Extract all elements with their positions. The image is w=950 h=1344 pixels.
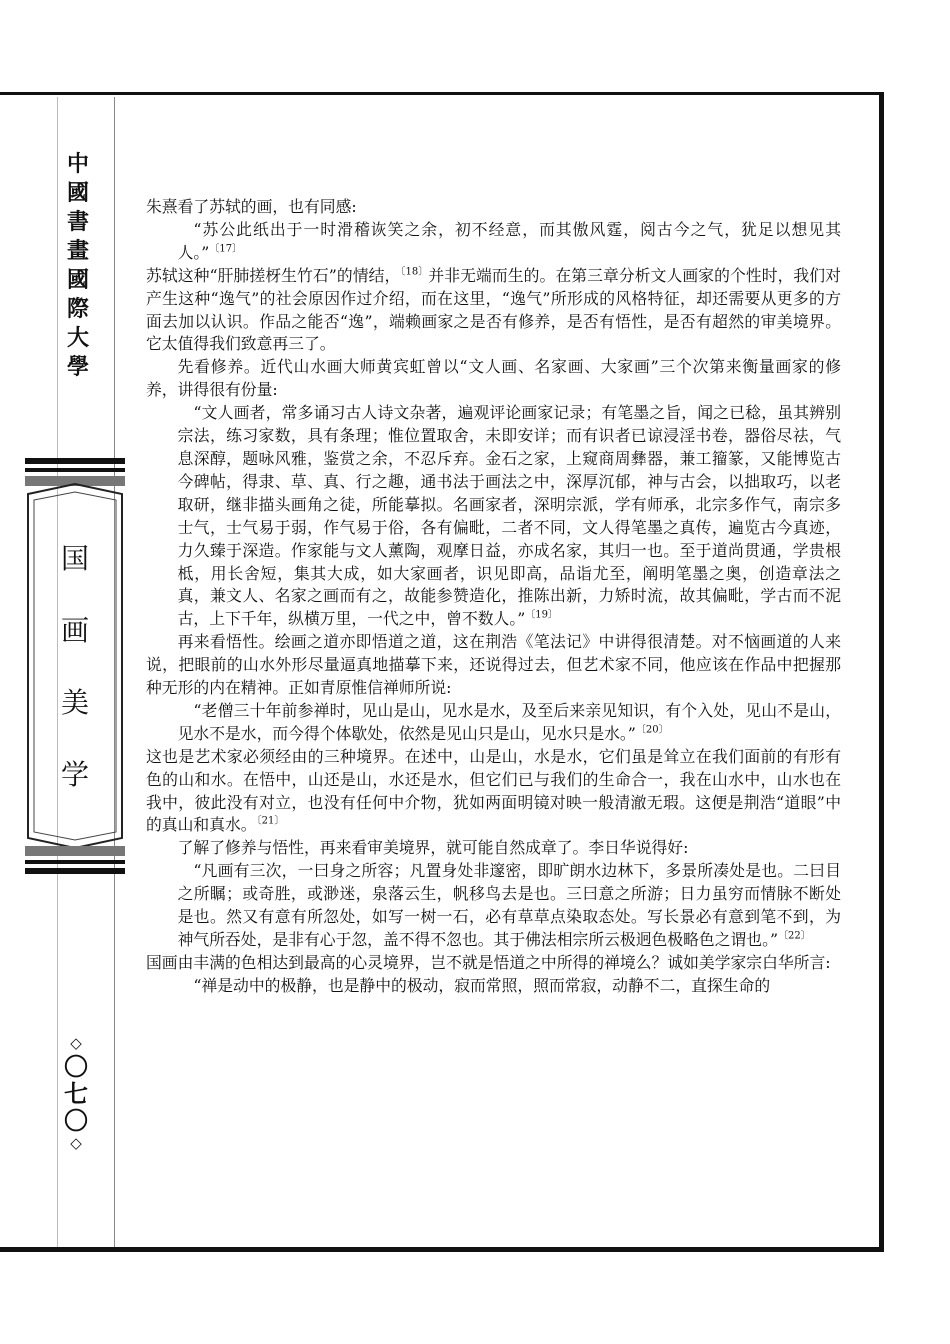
paragraph-text: 国画由丰满的色相达到最高的心灵境界，岂不就是悟道之中所得的禅境么？诚如美学家宗白华所言: bbox=[146, 952, 831, 972]
school-char: 中 bbox=[66, 151, 89, 177]
page-frame-top bbox=[0, 92, 884, 95]
paragraph-text: 朱熹看了苏轼的画，也有同感: bbox=[146, 197, 357, 216]
paragraph-text: “苏公此纸出于一时滑稽诙笑之余，初不经意，而其傲风霆，阅古今之气，犹足以想见其人。” bbox=[177, 219, 841, 262]
paragraph bbox=[146, 837, 841, 860]
paragraph-text: 并非无端而生的。在第三章分析文人画家的个性时，我们对产生这种“逸气”的社会原因作过介绍，而在这里，“逸气”所形成的风格特征，却还需要从更多的方面去加以认识。作品之能否“逸”，端赖画家之是否有修养，是否有悟性，是否有超然的审美境界。它太值得我们致意再三了。 bbox=[146, 265, 841, 354]
citation-mark: 〔21〕 bbox=[256, 816, 285, 828]
book-title-cartouche bbox=[22, 458, 128, 874]
school-char: 畫 bbox=[66, 238, 89, 264]
paragraph-text: “文人画者，常多诵习古人诗文杂著，遍观评论画家记录；有笔墨之旨，闻之已稔，虽其辨别宗法，练习家数，具有条理；惟位置取舍，未即安详；而有识者已谅浸淫书卷，器俗尽祛，气息深醇，题咏风雅，鉴赏之余，不忍斥弃。金石之家，上窥商周彝器，兼工籀篆，又能博览古今碑帖，得隶、草、真、行之趣，通书法于画法之中，深厚沉郁，神与古会，以拙取巧，以老取研，继非描头画角之徒，所能摹拟。名画家者，深明宗派，学有师承，北宗多作气，南宗多士气，士气易于弱，作气易于俗，各有偏毗，二者不同，文人得笔墨之真传，遍览古今真迹，力久臻于深造。作家能与文人薰陶，观摩日益，亦成名家，其归一也。至于道尚贯通，学贵根柢，用长舍短，集其大成，如大家画者，识见即高，品诣尤至，阐明笔墨之奥，创造章法之真，兼文人、名家之画而有之，故能参赞造化，推陈出新，力矫时流，故其偏毗，学古而不泥古，上下千年，纵横万里，一代之中，曾不数人。” bbox=[177, 403, 841, 629]
school-char: 國 bbox=[66, 267, 89, 293]
diamond-ornament: ◇ bbox=[70, 1034, 82, 1052]
quotation bbox=[146, 975, 841, 998]
paragraph-text: “老僧三十年前参禅时，见山是山，见水是水，及至后来亲见知识，有个入处，见山不是山，见水不是水，而今得个体歇处，依然是见山只是山，见水只是水。” bbox=[177, 700, 841, 743]
citation-mark: 〔18〕 bbox=[400, 266, 429, 278]
paragraph bbox=[146, 196, 841, 219]
paragraph-text: 这也是艺术家必须经由的三种境界。在述中，山是山，水是水，它们虽是耸立在我们面前的有形有色的山和水。在悟中，山还是山，水还是水，但它们已与我们的生命合一，我在山水中，山水也在我中，彼此没有对立，也没有任何中介物，犹如两面明镜对映一般清澈无瑕。这便是荆浩“道眼”中的真山和真水。 bbox=[146, 746, 841, 835]
page-number-char: 〇 bbox=[64, 1052, 88, 1081]
paragraph bbox=[146, 356, 841, 402]
page-number-char: 七 bbox=[64, 1079, 88, 1108]
school-char: 國 bbox=[66, 180, 89, 206]
book-title bbox=[22, 523, 128, 811]
quotation bbox=[146, 700, 841, 746]
school-char: 書 bbox=[66, 209, 89, 235]
citation-mark: 〔22〕 bbox=[778, 930, 811, 942]
school-char: 大 bbox=[66, 325, 89, 351]
title-char: 画 bbox=[60, 614, 89, 647]
citation-mark: 〔20〕 bbox=[635, 724, 669, 736]
page-frame-bottom bbox=[0, 1247, 884, 1252]
body-text bbox=[146, 196, 841, 998]
paragraph-text: “禅是动中的极静，也是静中的极动，寂而常照，照而常寂，动静不二，直探生命的 bbox=[193, 975, 771, 995]
paragraph-text: 再来看悟性。绘画之道亦即悟道之道，这在荆浩《笔法记》中讲得很清楚。对不恼画道的人来说，把眼前的山水外形尽量逼真地描摹下来，还说得过去，但艺术家不同，他应该在作品中把握那种无形的内在精神。正如青原惟信禅师所说: bbox=[146, 632, 841, 698]
page-number-char: 〇 bbox=[64, 1106, 88, 1135]
school-char: 學 bbox=[66, 354, 89, 380]
title-char: 美 bbox=[60, 686, 89, 719]
page-number bbox=[58, 1034, 94, 1153]
paragraph-text: 苏轼这种“肝肺搓枒生竹石”的情结， bbox=[146, 265, 401, 285]
paragraph bbox=[146, 952, 841, 975]
school-name-vertical bbox=[60, 150, 96, 382]
title-char: 学 bbox=[60, 758, 89, 791]
paragraph-text: 先看修养。近代山水画大师黄宾虹曾以“文人画、名家画、大家画”三个次第来衡量画家的修养，讲得很有份量: bbox=[146, 357, 841, 400]
paragraph bbox=[146, 631, 841, 700]
quotation bbox=[146, 402, 841, 631]
quotation bbox=[146, 860, 841, 952]
citation-mark: 〔17〕 bbox=[209, 243, 243, 255]
paragraph-text: 了解了修养与悟性，再来看审美境界，就可能自然成章了。李日华说得好: bbox=[177, 838, 689, 858]
title-char: 国 bbox=[60, 542, 89, 575]
paragraph bbox=[146, 746, 841, 838]
diamond-ornament: ◇ bbox=[70, 1134, 82, 1152]
paragraph bbox=[146, 265, 841, 357]
page-frame-right bbox=[879, 92, 884, 1252]
school-char: 際 bbox=[66, 296, 89, 322]
citation-mark: 〔19〕 bbox=[525, 610, 559, 622]
quotation bbox=[146, 219, 841, 265]
paragraph-text: “凡画有三次，一曰身之所容；凡置身处非邃密，即旷朗水边林下，多景所凑处是也。二曰目之所瞩；或奇胜，或渺迷，泉落云生，帆移鸟去是也。三曰意之所游；日力虽穷而情脉不断处是也。然又有意有所忽处，如写一树一石，必有草草点染取态处。写长景必有意到笔不到，为神气所吞处，是非有心于忽，盖不得不忽也。其于佛法相宗所云极迥色极略色之谓也。” bbox=[177, 861, 841, 949]
